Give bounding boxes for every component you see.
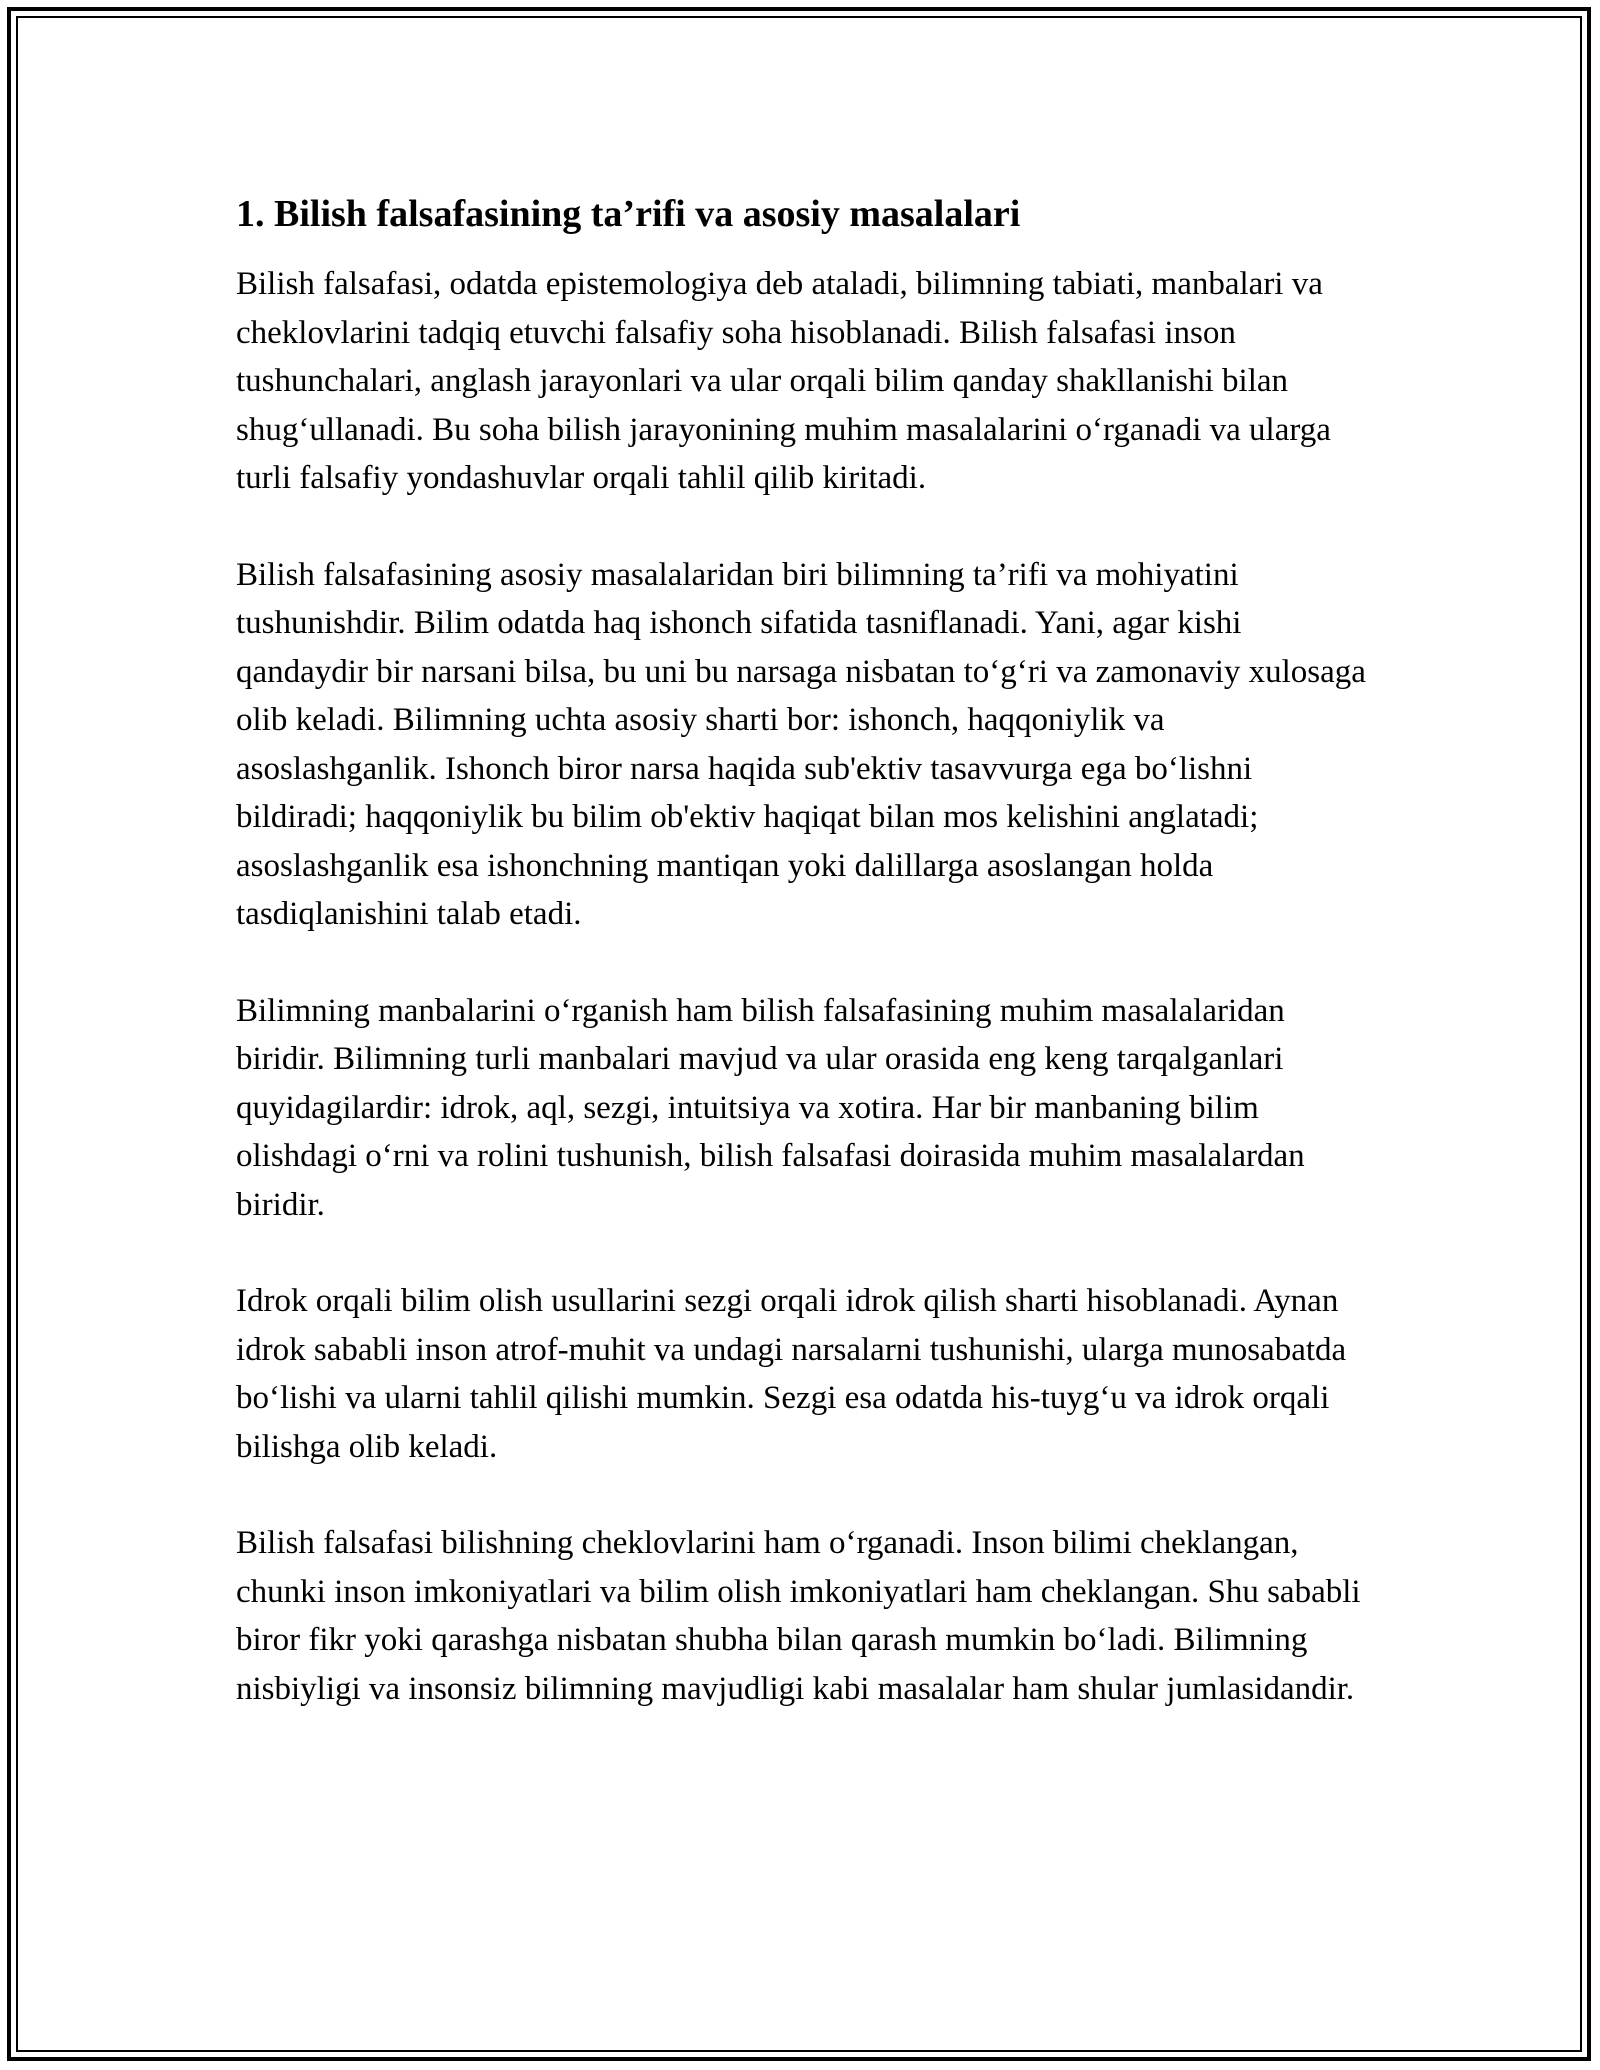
section-heading: 1. Bilish falsafasining ta’rifi va asosiy masalalari xyxy=(236,193,1021,235)
paragraph-2: Bilish falsafasining asosiy masalalaridan biri bilimning ta’rifi va mohiyatini tushunishdir. Bilim odatda haq ishonch sifatida tasniflanadi. Yani, agar kishi qandaydir bir narsani bilsa, bu uni bu narsaga nisbatan to‘g‘ri va zamonaviy xulosaga olib keladi. Bilimning uchta asosiy sharti bor: ishonch, haqqoniylik va asoslashganlik. Ishonch biror narsa haqida sub'ektiv tasavvurga ega bo‘lishni bildiradi; haqqoniylik bu bilim ob'ektiv haqiqat bilan mos kelishini anglatadi; asoslashganlik esa ishonchning mantiqan yoki dalillarga asoslangan holda tasdiqlanishini talab etadi. xyxy=(236,556,1366,932)
paragraph-4: Idrok orqali bilim olish usullarini sezgi orqali idrok qilish sharti hisoblanadi. Aynan idrok sababli inson atrof-muhit va undagi narsalarni tushunishi, ularga munosabatda bo‘lishi va ularni tahlil qilishi mumkin. Sezgi esa odatda his-tuyg‘u va idrok orqali bilishga olib keladi. xyxy=(236,1283,1347,1465)
document-body xyxy=(236,186,1366,1761)
paragraph-3: Bilimning manbalarini o‘rganish ham bilish falsafasining muhim masalalaridan biridir. Bilimning turli manbalari mavjud va ular orasida eng keng tarqalganlari quyidagilardir: idrok, aql, sezgi, intuitsiya va xotira. Har bir manbaning bilim olishdagi o‘rni va rolini tushunish, bilish falsafasi doirasida muhim masalalardan biridir. xyxy=(236,992,1305,1223)
paragraph-1: Bilish falsafasi, odatda epistemologiya deb ataladi, bilimning tabiati, manbalari va cheklovlarini tadqiq etuvchi falsafiy soha hisoblanadi. Bilish falsafasi inson tushunchalari, anglash jarayonlari va ular orqali bilim qanday shakllanishi bilan shug‘ullanadi. Bu soha bilish jarayonining muhim masalalarini o‘rganadi va ularga turli falsafiy yondashuvlar orqali tahlil qilib kiritadi. xyxy=(236,266,1331,496)
paragraph-5: Bilish falsafasi bilishning cheklovlarini ham o‘rganadi. Inson bilimi cheklangan, chunki inson imkoniyatlari va bilim olish imkoniyatlari ham cheklangan. Shu sababli biror fikr yoki qarashga nisbatan shubha bilan qarash mumkin bo‘ladi. Bilimning nisbiyligi va insonsiz bilimning mavjudligi kabi masalalar ham shular jumlasidandir. xyxy=(236,1525,1361,1707)
